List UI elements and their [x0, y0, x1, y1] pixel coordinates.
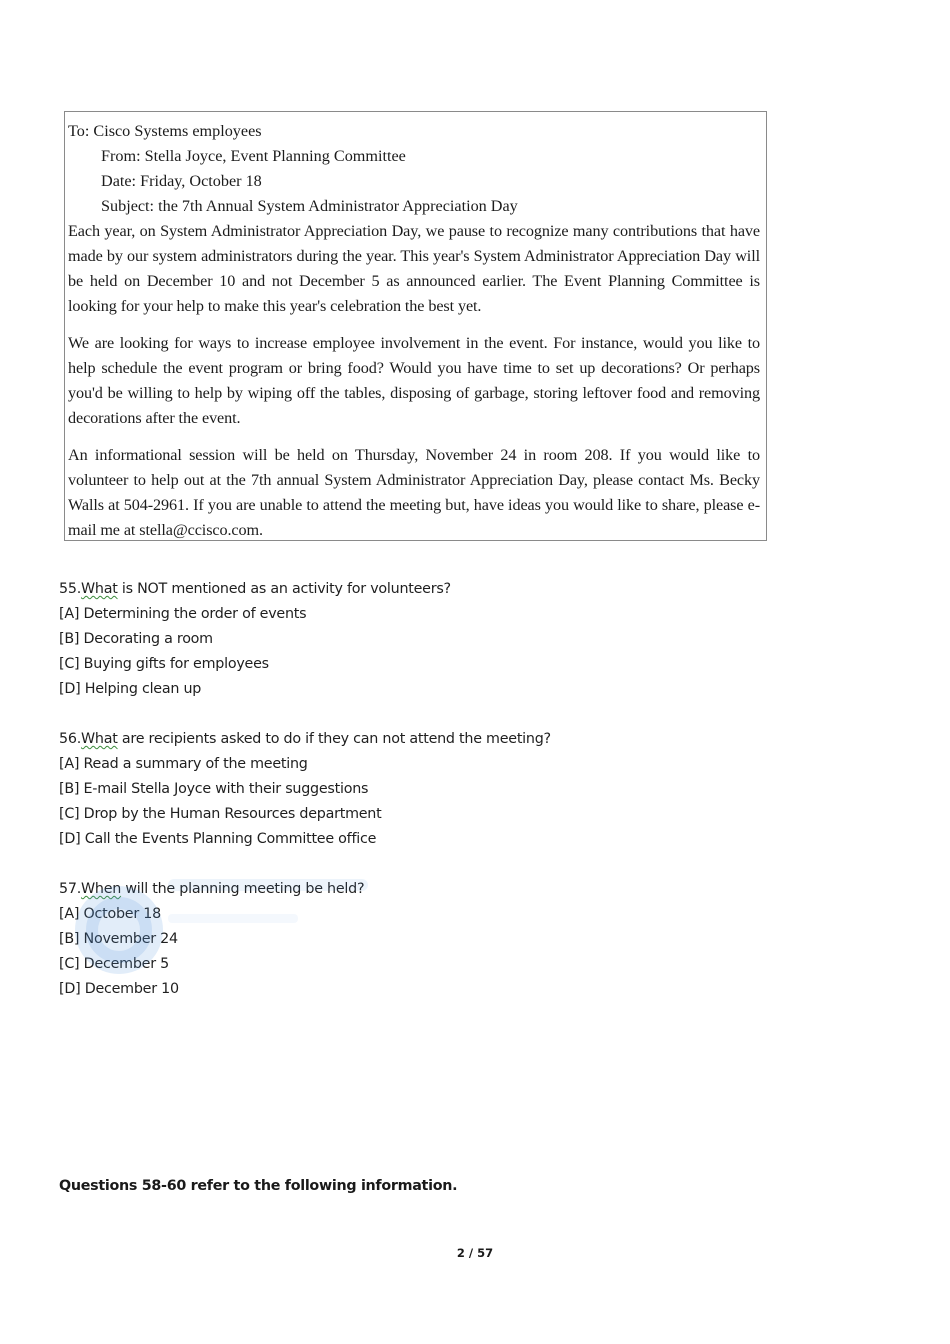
memo-paragraph-2: We are looking for ways to increase employee involvement in the event. For instance, would you like to help schedule the event program or bring food? Would you have time to set up decorations? Or perhaps you'd be willing to help by wiping off the tables, disposing of garbage, storing leftover food and removing decorations after the event.: [68, 334, 760, 427]
memo-paragraph-3: An informational session will be held on Thursday, November 24 in room 208. If you would like to volunteer to help out at the 7th annual System Administrator Appreciation Day, please contact Ms. Becky Walls at 504-2961. If you are unable to attend the meeting but, have ideas you would like to share, please e-mail me at stella@ccisco.com.: [68, 446, 760, 539]
memo-paragraph-1: Each year, on System Administrator Appreciation Day, we pause to recognize many contributions that have made by our system administrators during the year. This year's System Administrator Appreciation Day will be held on December 10 and not December 5 as announced earlier. The Event Planning Committee is looking for your help to make this year's celebration the best yet.: [68, 222, 760, 315]
memo-subject: Subject: the 7th Annual System Administrator Appreciation Day: [101, 197, 518, 215]
question-text: are recipients asked to do if they can not attend the meeting?: [117, 731, 551, 747]
memo-to: To: Cisco Systems employees: [68, 122, 262, 140]
question-number: 57.: [59, 881, 81, 897]
question-text: will the planning meeting be held?: [121, 881, 365, 897]
answer-option-d: [D] December 10: [59, 981, 179, 997]
question-text: is NOT mentioned as an activity for volunteers?: [117, 581, 451, 597]
answer-option-a: [A] Determining the order of events: [59, 606, 307, 622]
question-number: 56.: [59, 731, 81, 747]
question-56: [59, 727, 551, 852]
answer-option-d: [D] Call the Events Planning Committee office: [59, 831, 377, 847]
answer-option-b: [B] Decorating a room: [59, 631, 213, 647]
answer-option-a: [A] October 18: [59, 906, 161, 922]
answer-option-c: [C] Buying gifts for employees: [59, 656, 269, 672]
answer-option-b: [B] November 24: [59, 931, 178, 947]
answer-option-b: [B] E-mail Stella Joyce with their suggestions: [59, 781, 369, 797]
questions-section: [59, 577, 551, 1002]
question-stem: [59, 727, 551, 752]
memo-date: Date: Friday, October 18: [101, 172, 262, 190]
question-57: [59, 877, 551, 1002]
page-number: 2 / 57: [456, 1246, 494, 1260]
memo-box: [64, 111, 767, 541]
answer-option-c: [C] December 5: [59, 956, 169, 972]
question-stem: [59, 877, 551, 902]
memo-from: From: Stella Joyce, Event Planning Committee: [101, 147, 406, 165]
question-stem: [59, 577, 551, 602]
answer-option-d: [D] Helping clean up: [59, 681, 202, 697]
question-number: 55.: [59, 581, 81, 597]
section-heading: Questions 58-60 refer to the following information.: [59, 1178, 458, 1194]
question-lead-word: What: [81, 581, 118, 597]
question-55: [59, 577, 551, 702]
question-lead-word: What: [81, 731, 118, 747]
answer-option-a: [A] Read a summary of the meeting: [59, 756, 308, 772]
answer-option-c: [C] Drop by the Human Resources department: [59, 806, 382, 822]
question-lead-word: When: [81, 881, 122, 897]
